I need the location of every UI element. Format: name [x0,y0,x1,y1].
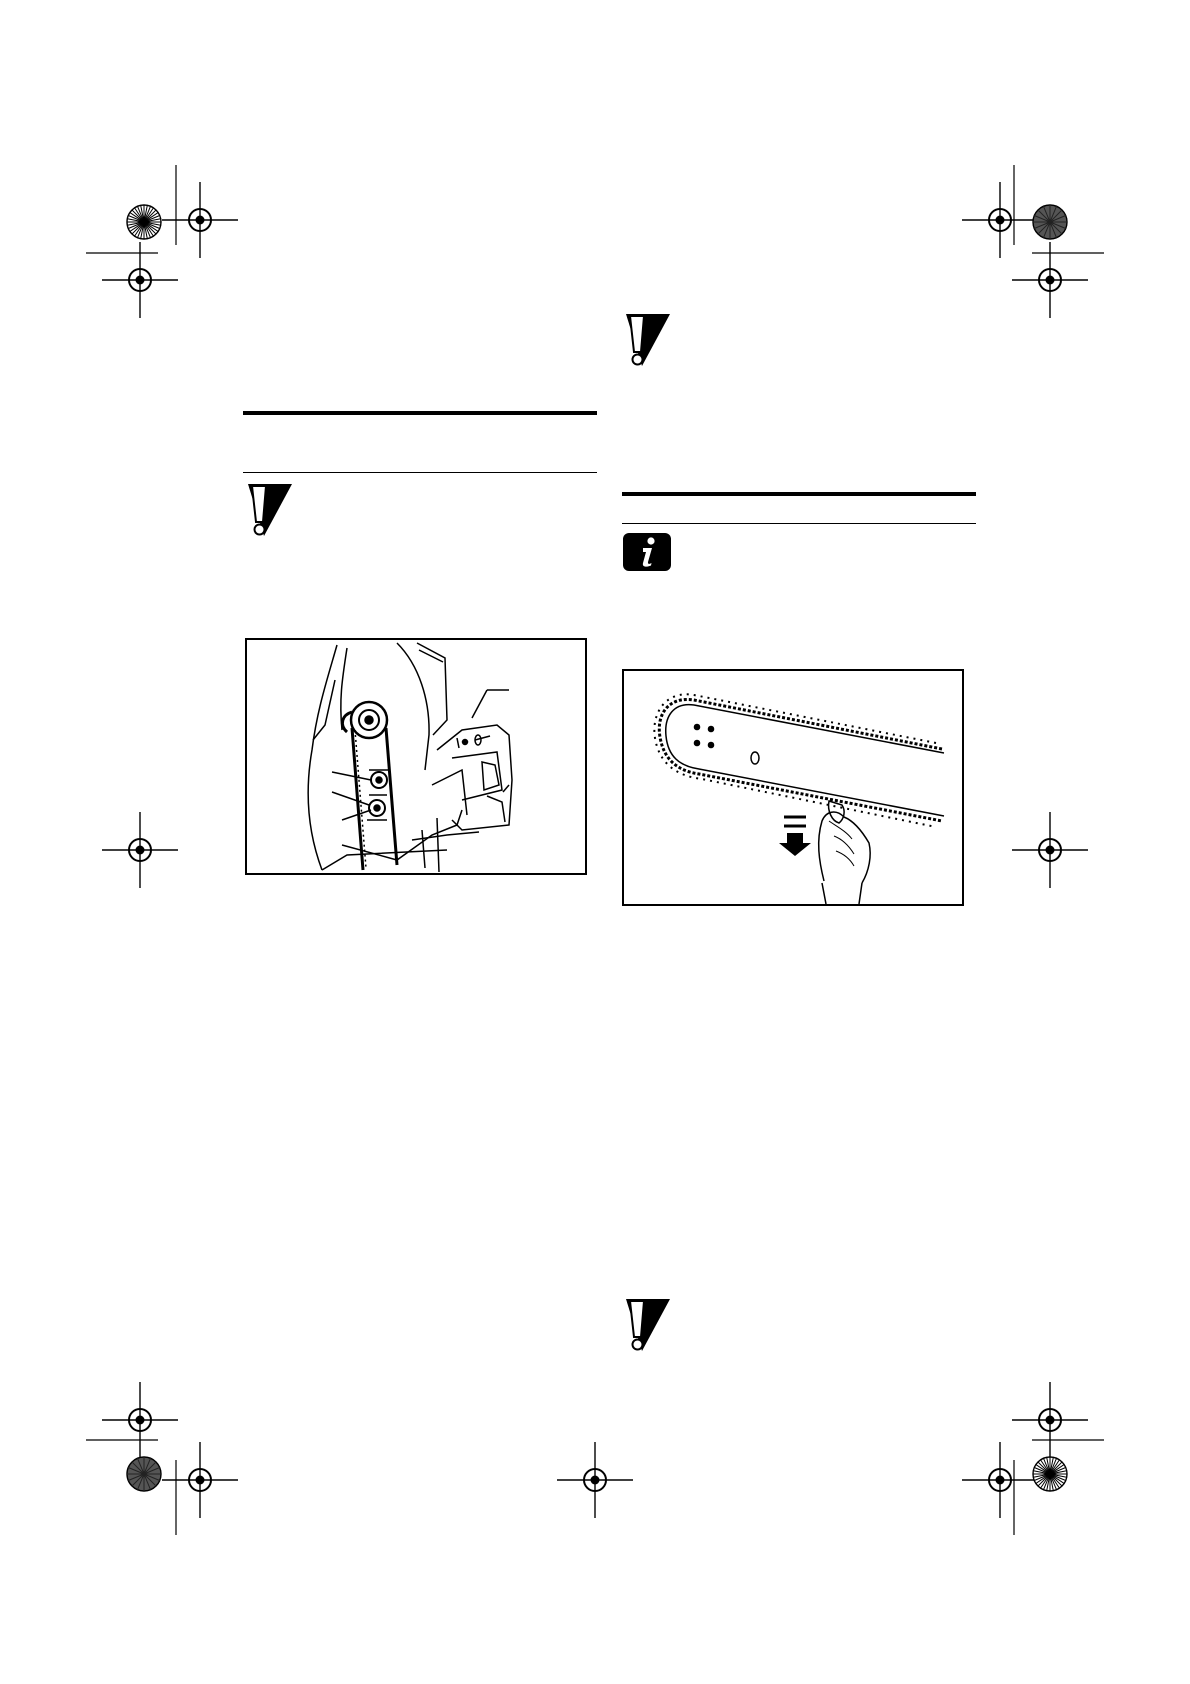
section-rule-thick [622,492,976,496]
warning-icon [622,1297,672,1353]
registration-mark-icon [102,1382,178,1458]
registration-mark-icon [962,1442,1038,1518]
registration-mark-icon [557,1442,633,1518]
registration-mark-icon [962,182,1038,258]
chain-bar-illustration [624,671,962,904]
registration-mark-icon [1012,812,1088,888]
registration-star-icon [127,205,161,239]
registration-mark-icon [102,812,178,888]
info-icon [622,532,672,572]
warning-icon [622,312,672,368]
drive-belt-figure [245,638,587,875]
registration-mark-icon [162,1442,238,1518]
chain-bar-figure [622,669,964,906]
warning-icon [244,482,294,538]
registration-mark-icon [162,182,238,258]
section-rule-thin [243,472,597,473]
registration-star-icon [1033,205,1067,239]
registration-mark-icon [1012,1382,1088,1458]
registration-star-icon [1033,1457,1067,1491]
belt-drive-illustration [247,640,585,873]
registration-star-icon [127,1457,161,1491]
section-rule-thick [243,411,597,415]
section-rule-thin [622,523,976,524]
